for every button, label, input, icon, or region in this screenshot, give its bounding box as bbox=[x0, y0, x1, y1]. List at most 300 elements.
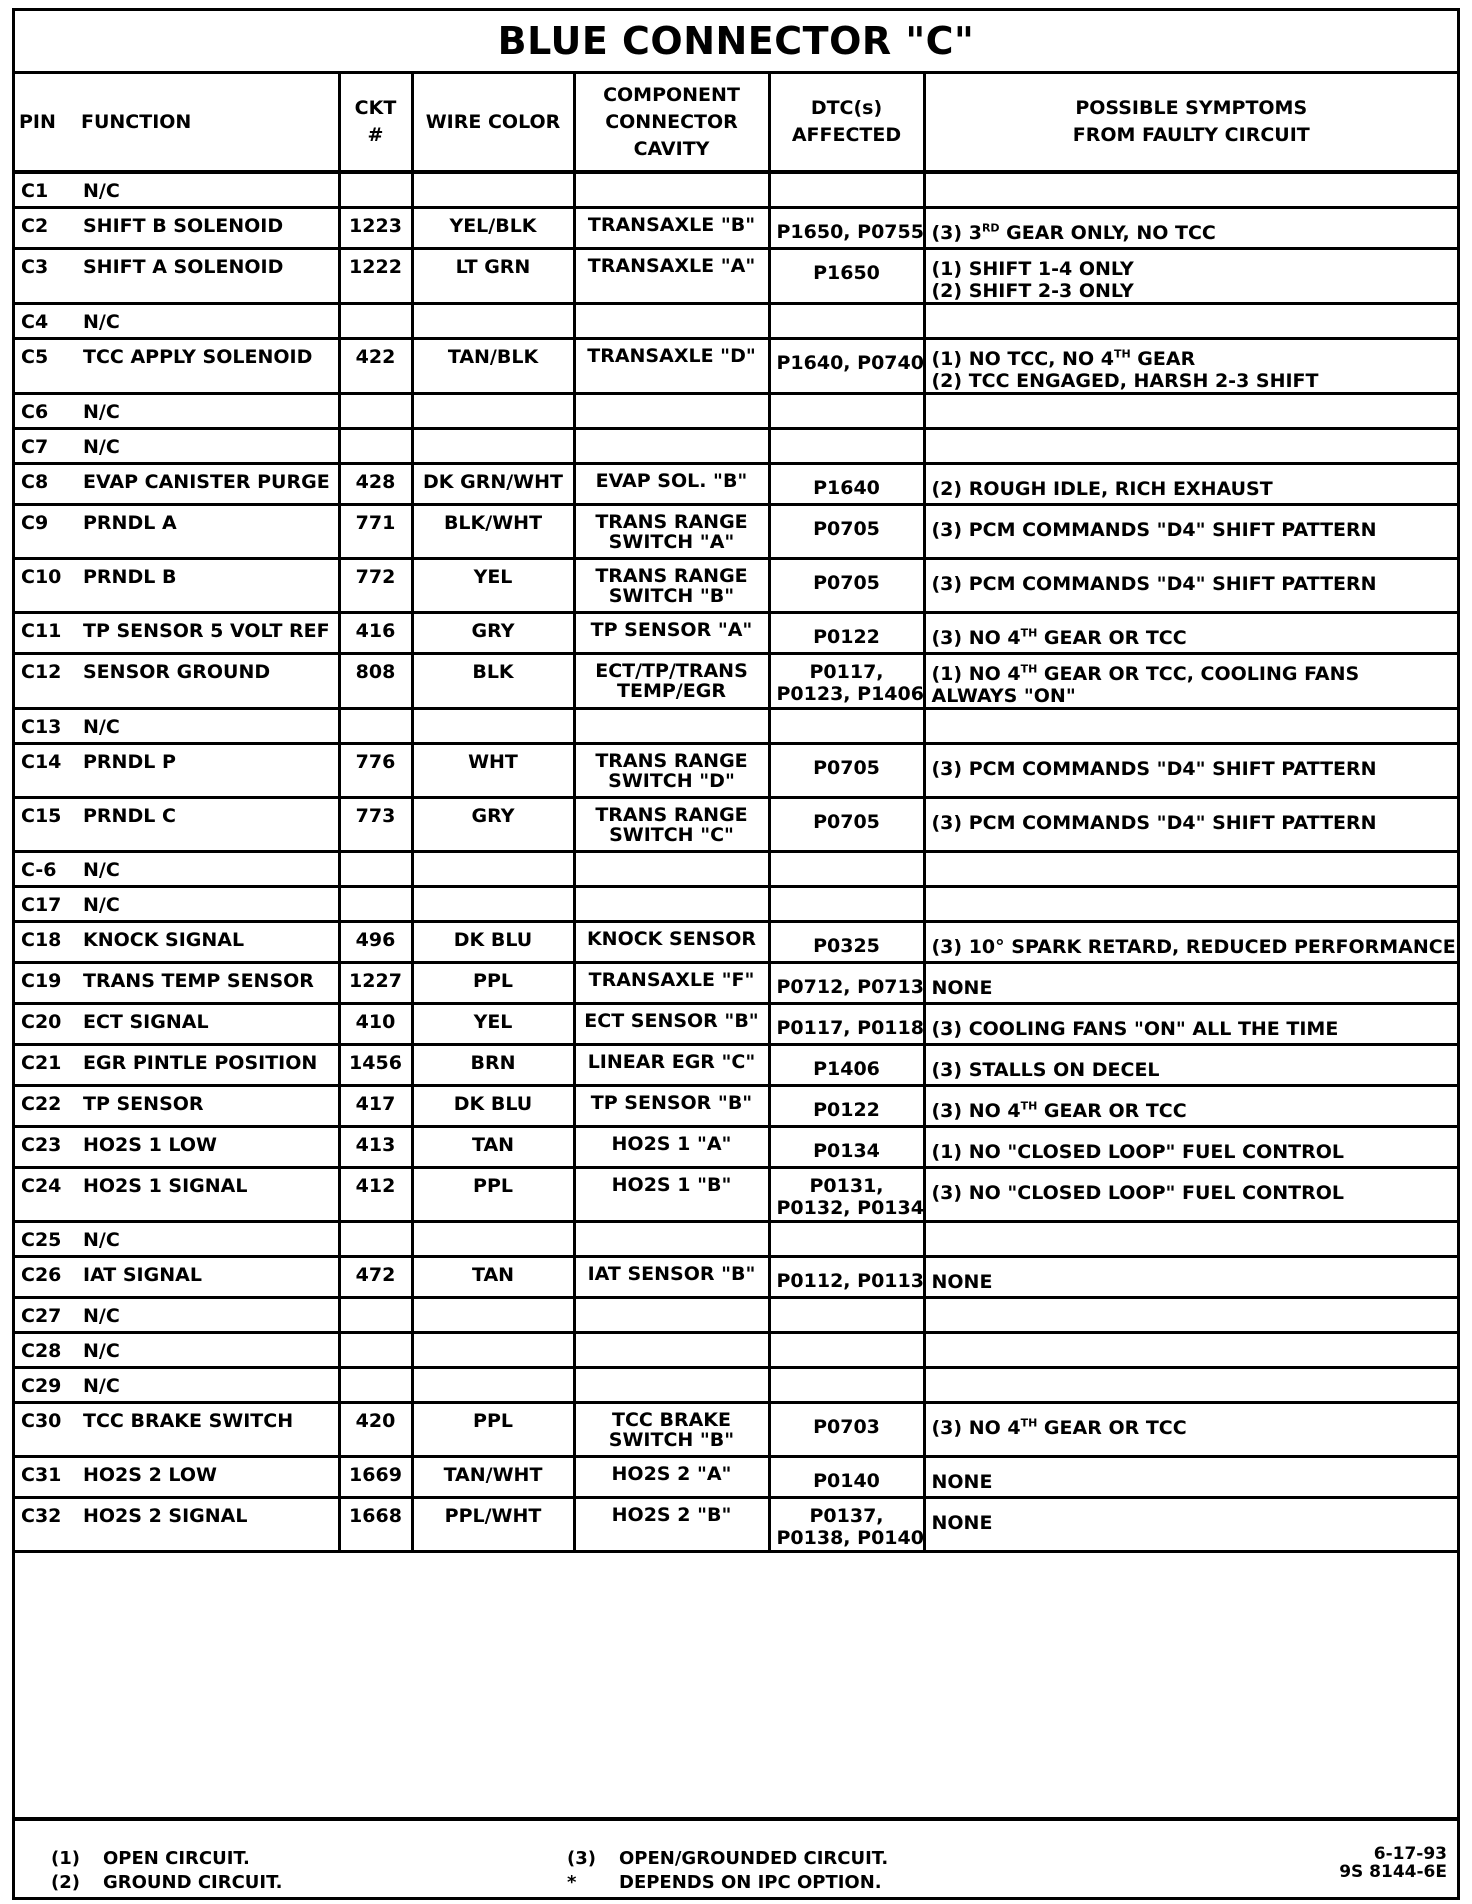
ckt-cell bbox=[339, 393, 412, 428]
dtc-cell bbox=[769, 558, 924, 612]
pin-label: C28 bbox=[21, 1339, 62, 1362]
page-title: BLUE CONNECTOR "C" bbox=[15, 11, 1457, 74]
wire-color-cell: PPL bbox=[412, 1167, 574, 1221]
symptom-cell bbox=[924, 1367, 1457, 1402]
pin-label: C12 bbox=[21, 660, 62, 683]
ckt-cell: 416 bbox=[339, 612, 412, 653]
pin-label: C17 bbox=[21, 893, 62, 916]
pin-label: C27 bbox=[21, 1304, 62, 1327]
legend-item bbox=[51, 1847, 283, 1871]
wire-color-cell: YEL/BLK bbox=[412, 207, 574, 248]
symptom-cell bbox=[924, 653, 1457, 708]
dtc-cell bbox=[769, 303, 924, 338]
pin-label: C1 bbox=[21, 180, 49, 202]
pin-label: C6 bbox=[21, 400, 49, 423]
legend-right bbox=[567, 1847, 888, 1895]
component-cell bbox=[574, 428, 769, 463]
symptom-cell bbox=[924, 558, 1457, 612]
table-row bbox=[15, 1167, 1457, 1221]
dtc-line: P0112, P0113 bbox=[776, 1269, 924, 1292]
table-row bbox=[15, 921, 1457, 962]
function-label: N/C bbox=[83, 435, 120, 458]
pin-label: C7 bbox=[21, 435, 49, 458]
symptom-cell bbox=[924, 248, 1457, 303]
component-line: TP SENSOR "A" bbox=[590, 618, 753, 641]
pin-function-cell bbox=[15, 393, 339, 428]
ckt-cell: 771 bbox=[339, 504, 412, 558]
component-line: KNOCK SENSOR bbox=[586, 927, 757, 950]
component-cell bbox=[574, 612, 769, 653]
symptom-line: (3) PCM COMMANDS "D4" SHIFT PATTERN bbox=[931, 572, 1377, 595]
wire-color-cell: PPL bbox=[412, 1402, 574, 1456]
table-row bbox=[15, 743, 1457, 797]
dtc-cell bbox=[769, 1332, 924, 1367]
component-cell bbox=[574, 1297, 769, 1332]
pin-function-cell bbox=[15, 1044, 339, 1085]
pin-function-cell bbox=[15, 303, 339, 338]
pin-label: C15 bbox=[21, 804, 62, 827]
ckt-cell: 422 bbox=[339, 338, 412, 393]
dtc-line: P1650 bbox=[813, 261, 880, 284]
wire-color-cell: YEL bbox=[412, 558, 574, 612]
function-label: SENSOR GROUND bbox=[83, 660, 271, 683]
ckt-cell: 1227 bbox=[339, 962, 412, 1003]
component-line: TRANSAXLE "B" bbox=[587, 213, 756, 236]
pin-function-cell bbox=[15, 428, 339, 463]
wire-color-cell bbox=[412, 1221, 574, 1256]
symptom-cell bbox=[924, 338, 1457, 393]
function-label: TP SENSOR 5 VOLT REF bbox=[83, 619, 330, 642]
component-cell bbox=[574, 1044, 769, 1085]
table-row bbox=[15, 1003, 1457, 1044]
wire-color-cell: GRY bbox=[412, 797, 574, 851]
ckt-cell: 808 bbox=[339, 653, 412, 708]
pin-label: C31 bbox=[21, 1463, 62, 1486]
header-ckt-line: CKT bbox=[354, 97, 397, 119]
ckt-cell bbox=[339, 886, 412, 921]
pin-function-cell bbox=[15, 962, 339, 1003]
wire-color-cell bbox=[412, 1297, 574, 1332]
symptom-line: (2) SHIFT 2-3 ONLY bbox=[931, 279, 1134, 302]
legend-text: DEPENDS ON IPC OPTION. bbox=[619, 1872, 882, 1893]
header-ckt-line: # bbox=[367, 124, 384, 146]
function-label: N/C bbox=[83, 1339, 120, 1362]
symptom-cell bbox=[924, 172, 1457, 207]
wire-color-cell: BLK/WHT bbox=[412, 504, 574, 558]
ckt-cell bbox=[339, 1367, 412, 1402]
stamp-code: 9S 8144-6E bbox=[1339, 1862, 1447, 1882]
dtc-cell bbox=[769, 172, 924, 207]
component-line: TRANS RANGE bbox=[595, 510, 748, 533]
pin-function-cell bbox=[15, 1126, 339, 1167]
wire-color-cell: DK BLU bbox=[412, 1085, 574, 1126]
table-row bbox=[15, 1126, 1457, 1167]
legend-number: (3) bbox=[567, 1848, 596, 1869]
function-label: N/C bbox=[83, 858, 120, 881]
ckt-cell bbox=[339, 303, 412, 338]
component-line: TEMP/EGR bbox=[617, 679, 726, 702]
table-row bbox=[15, 172, 1457, 207]
component-line: SWITCH "A" bbox=[608, 530, 735, 553]
pin-function-cell bbox=[15, 1297, 339, 1332]
pin-label: C14 bbox=[21, 750, 62, 773]
dtc-line: P1640, P0740 bbox=[776, 351, 924, 374]
symptom-line: NONE bbox=[931, 1511, 993, 1534]
function-label: EVAP CANISTER PURGE bbox=[83, 470, 330, 493]
dtc-cell bbox=[769, 1085, 924, 1126]
header-symptoms bbox=[924, 74, 1457, 172]
component-cell bbox=[574, 797, 769, 851]
function-label: TP SENSOR bbox=[83, 1092, 204, 1115]
stamp-date: 6-17-93 bbox=[1373, 1844, 1447, 1864]
wire-color-cell bbox=[412, 303, 574, 338]
component-line: HO2S 1 "A" bbox=[611, 1132, 732, 1155]
component-line: ECT/TP/TRANS bbox=[595, 659, 748, 682]
symptom-line: (3) STALLS ON DECEL bbox=[931, 1058, 1160, 1081]
symptom-cell bbox=[924, 1085, 1457, 1126]
symptom-cell bbox=[924, 886, 1457, 921]
component-cell bbox=[574, 1367, 769, 1402]
symptom-line: (1) SHIFT 1-4 ONLY bbox=[931, 257, 1134, 280]
dtc-cell bbox=[769, 504, 924, 558]
header-pin: PIN bbox=[19, 110, 56, 133]
pin-function-cell bbox=[15, 653, 339, 708]
wire-color-cell: PPL bbox=[412, 962, 574, 1003]
ckt-cell: 496 bbox=[339, 921, 412, 962]
component-line: SWITCH "B" bbox=[608, 1428, 735, 1451]
component-cell bbox=[574, 1402, 769, 1456]
pin-label: C23 bbox=[21, 1133, 62, 1156]
pin-function-cell bbox=[15, 851, 339, 886]
function-label: TCC APPLY SOLENOID bbox=[83, 345, 313, 368]
symptom-cell bbox=[924, 921, 1457, 962]
ckt-cell bbox=[339, 172, 412, 207]
symptom-line: (3) PCM COMMANDS "D4" SHIFT PATTERN bbox=[931, 518, 1377, 541]
wire-color-cell bbox=[412, 172, 574, 207]
table-row bbox=[15, 962, 1457, 1003]
pin-function-cell bbox=[15, 1003, 339, 1044]
symptom-cell bbox=[924, 612, 1457, 653]
pin-label: C20 bbox=[21, 1010, 62, 1033]
symptom-line: (1) NO 4TH GEAR OR TCC, COOLING FANS bbox=[931, 662, 1360, 685]
pin-label: C29 bbox=[21, 1374, 62, 1397]
symptom-line: NONE bbox=[931, 1470, 993, 1493]
symptom-cell bbox=[924, 393, 1457, 428]
symptom-line: (3) NO "CLOSED LOOP" FUEL CONTROL bbox=[931, 1181, 1344, 1204]
symptom-cell bbox=[924, 1332, 1457, 1367]
dtc-cell bbox=[769, 463, 924, 504]
header-ckt bbox=[339, 74, 412, 172]
wire-color-cell: WHT bbox=[412, 743, 574, 797]
legend-number: * bbox=[567, 1872, 577, 1893]
dtc-cell bbox=[769, 962, 924, 1003]
header-pin-function bbox=[15, 74, 339, 172]
wire-color-cell: TAN/BLK bbox=[412, 338, 574, 393]
table-row bbox=[15, 886, 1457, 921]
pin-function-cell bbox=[15, 708, 339, 743]
wire-color-cell: TAN/WHT bbox=[412, 1456, 574, 1497]
pin-label: C2 bbox=[21, 214, 49, 237]
component-line: TCC BRAKE bbox=[612, 1408, 731, 1431]
dtc-line: P0122 bbox=[813, 1098, 880, 1121]
ckt-cell: 413 bbox=[339, 1126, 412, 1167]
header-wire-color: WIRE COLOR bbox=[412, 74, 574, 172]
table-row bbox=[15, 708, 1457, 743]
symptom-cell bbox=[924, 207, 1457, 248]
symptom-line: (2) TCC ENGAGED, HARSH 2-3 SHIFT bbox=[931, 369, 1319, 392]
dtc-line: P0132, P0134 bbox=[776, 1196, 924, 1219]
dtc-line: P0131, bbox=[809, 1174, 884, 1197]
component-cell bbox=[574, 303, 769, 338]
component-cell bbox=[574, 1256, 769, 1297]
symptom-cell bbox=[924, 1256, 1457, 1297]
dtc-cell bbox=[769, 1256, 924, 1297]
symptom-cell bbox=[924, 1003, 1457, 1044]
header-component-line: CONNECTOR bbox=[605, 110, 738, 133]
pin-label: C10 bbox=[21, 565, 62, 588]
wire-color-cell: LT GRN bbox=[412, 248, 574, 303]
dtc-cell bbox=[769, 612, 924, 653]
table-row bbox=[15, 1456, 1457, 1497]
wire-color-cell: TAN bbox=[412, 1126, 574, 1167]
table-row bbox=[15, 463, 1457, 504]
dtc-cell bbox=[769, 851, 924, 886]
pin-label: C13 bbox=[21, 715, 62, 738]
function-label: PRNDL C bbox=[83, 804, 176, 827]
pin-function-cell bbox=[15, 921, 339, 962]
ckt-cell: 410 bbox=[339, 1003, 412, 1044]
pin-function-cell bbox=[15, 886, 339, 921]
table-row bbox=[15, 248, 1457, 303]
pin-label: C9 bbox=[21, 511, 49, 534]
dtc-line: P0134 bbox=[813, 1139, 880, 1162]
component-cell bbox=[574, 558, 769, 612]
dtc-cell bbox=[769, 708, 924, 743]
header-function: FUNCTION bbox=[81, 110, 192, 133]
dtc-cell bbox=[769, 338, 924, 393]
dtc-line: P0117, bbox=[809, 660, 884, 683]
function-label: TCC BRAKE SWITCH bbox=[83, 1409, 294, 1432]
legend-number: (2) bbox=[51, 1872, 80, 1893]
function-label: HO2S 2 SIGNAL bbox=[83, 1504, 248, 1527]
pin-function-cell bbox=[15, 463, 339, 504]
pin-function-cell bbox=[15, 743, 339, 797]
ckt-cell: 472 bbox=[339, 1256, 412, 1297]
pin-label: C25 bbox=[21, 1228, 62, 1251]
symptom-line: (3) 10° SPARK RETARD, REDUCED PERFORMANCE bbox=[931, 935, 1456, 958]
function-label: N/C bbox=[83, 893, 120, 916]
symptom-cell bbox=[924, 1221, 1457, 1256]
symptom-line: ALWAYS "ON" bbox=[931, 684, 1076, 707]
table-row bbox=[15, 558, 1457, 612]
dtc-line: P0122 bbox=[813, 625, 880, 648]
dtc-line: P0703 bbox=[813, 1415, 880, 1438]
ckt-cell: 1222 bbox=[339, 248, 412, 303]
wire-color-cell bbox=[412, 393, 574, 428]
component-line: SWITCH "B" bbox=[608, 584, 735, 607]
dtc-cell bbox=[769, 207, 924, 248]
pin-label: C-6 bbox=[21, 858, 57, 881]
dtc-line: P0140 bbox=[813, 1469, 880, 1492]
header-component-line: CAVITY bbox=[633, 137, 710, 160]
wire-color-cell: DK BLU bbox=[412, 921, 574, 962]
pin-function-cell bbox=[15, 558, 339, 612]
legend-item bbox=[51, 1871, 283, 1895]
component-cell bbox=[574, 1126, 769, 1167]
dtc-line: P0712, P0713 bbox=[776, 975, 924, 998]
pin-function-cell bbox=[15, 1456, 339, 1497]
dtc-cell bbox=[769, 428, 924, 463]
dtc-line: P0705 bbox=[813, 810, 880, 833]
symptom-cell bbox=[924, 1167, 1457, 1221]
pin-label: C11 bbox=[21, 619, 62, 642]
function-label: TRANS TEMP SENSOR bbox=[83, 969, 314, 992]
function-label: IAT SIGNAL bbox=[83, 1263, 202, 1286]
component-cell bbox=[574, 207, 769, 248]
symptom-line: (1) NO "CLOSED LOOP" FUEL CONTROL bbox=[931, 1140, 1344, 1163]
symptom-cell bbox=[924, 1456, 1457, 1497]
dtc-cell bbox=[769, 1126, 924, 1167]
wire-color-cell bbox=[412, 1367, 574, 1402]
pin-label: C18 bbox=[21, 928, 62, 951]
dtc-cell bbox=[769, 1003, 924, 1044]
dtc-cell bbox=[769, 1402, 924, 1456]
pin-label: C4 bbox=[21, 310, 49, 333]
pin-label: C8 bbox=[21, 470, 49, 493]
component-line: SWITCH "C" bbox=[609, 823, 734, 846]
ckt-cell: 420 bbox=[339, 1402, 412, 1456]
dtc-line: P0325 bbox=[813, 934, 880, 957]
table-row bbox=[15, 612, 1457, 653]
symptom-cell bbox=[924, 428, 1457, 463]
pin-label: C5 bbox=[21, 345, 49, 368]
pin-function-cell bbox=[15, 797, 339, 851]
component-cell bbox=[574, 338, 769, 393]
dtc-line: P0705 bbox=[813, 756, 880, 779]
pin-function-cell bbox=[15, 338, 339, 393]
dtc-line: P1406 bbox=[813, 1057, 880, 1080]
wire-color-cell bbox=[412, 1332, 574, 1367]
symptom-cell bbox=[924, 1044, 1457, 1085]
connector-sheet bbox=[12, 8, 1460, 1900]
component-line: TRANSAXLE "F" bbox=[588, 968, 755, 991]
component-cell bbox=[574, 1497, 769, 1551]
symptom-line: (3) NO 4TH GEAR OR TCC bbox=[931, 1099, 1187, 1122]
pin-function-cell bbox=[15, 207, 339, 248]
symptom-cell bbox=[924, 303, 1457, 338]
component-line: TRANS RANGE bbox=[595, 749, 748, 772]
pin-label: C19 bbox=[21, 969, 62, 992]
dtc-line: P0705 bbox=[813, 517, 880, 540]
symptom-line: (2) ROUGH IDLE, RICH EXHAUST bbox=[931, 477, 1273, 500]
dtc-cell bbox=[769, 1297, 924, 1332]
function-label: N/C bbox=[83, 1228, 120, 1251]
symptom-line: (3) NO 4TH GEAR OR TCC bbox=[931, 1416, 1187, 1439]
component-line: HO2S 2 "B" bbox=[611, 1503, 732, 1526]
pin-label: C21 bbox=[21, 1051, 62, 1074]
wire-color-cell bbox=[412, 428, 574, 463]
dtc-cell bbox=[769, 1167, 924, 1221]
component-line: ECT SENSOR "B" bbox=[584, 1009, 759, 1032]
symptom-cell bbox=[924, 851, 1457, 886]
symptom-cell bbox=[924, 797, 1457, 851]
ckt-cell: 772 bbox=[339, 558, 412, 612]
legend-item bbox=[567, 1847, 888, 1871]
table-row bbox=[15, 1367, 1457, 1402]
symptom-line: NONE bbox=[931, 976, 993, 999]
dtc-line: P0123, P1406 bbox=[776, 682, 924, 705]
ckt-cell: 1223 bbox=[339, 207, 412, 248]
legend-number: (1) bbox=[51, 1848, 80, 1869]
ckt-cell: 1669 bbox=[339, 1456, 412, 1497]
dtc-cell bbox=[769, 886, 924, 921]
dtc-cell bbox=[769, 248, 924, 303]
symptom-line: (3) PCM COMMANDS "D4" SHIFT PATTERN bbox=[931, 757, 1377, 780]
component-cell bbox=[574, 1332, 769, 1367]
component-cell bbox=[574, 962, 769, 1003]
pin-function-cell bbox=[15, 172, 339, 207]
table-row bbox=[15, 653, 1457, 708]
table-row bbox=[15, 797, 1457, 851]
ckt-cell bbox=[339, 1221, 412, 1256]
dtc-cell bbox=[769, 1044, 924, 1085]
symptom-cell bbox=[924, 962, 1457, 1003]
ckt-cell bbox=[339, 428, 412, 463]
wire-color-cell: BRN bbox=[412, 1044, 574, 1085]
table-row bbox=[15, 1497, 1457, 1551]
function-label: SHIFT B SOLENOID bbox=[83, 214, 284, 237]
table-row bbox=[15, 851, 1457, 886]
ckt-cell: 428 bbox=[339, 463, 412, 504]
component-cell bbox=[574, 886, 769, 921]
table-row bbox=[15, 338, 1457, 393]
dtc-line: P0138, P0140 bbox=[776, 1526, 924, 1549]
dtc-cell bbox=[769, 1497, 924, 1551]
header-symptoms-line: FROM FAULTY CIRCUIT bbox=[1072, 124, 1310, 146]
component-line: HO2S 1 "B" bbox=[611, 1173, 732, 1196]
pin-label: C30 bbox=[21, 1409, 62, 1432]
pin-function-cell bbox=[15, 1085, 339, 1126]
symptom-cell bbox=[924, 1297, 1457, 1332]
ckt-cell bbox=[339, 851, 412, 886]
pin-function-cell bbox=[15, 1167, 339, 1221]
wire-color-cell: BLK bbox=[412, 653, 574, 708]
ckt-cell: 1668 bbox=[339, 1497, 412, 1551]
function-label: N/C bbox=[83, 1374, 120, 1397]
legend bbox=[15, 1817, 1457, 1897]
function-label: ECT SIGNAL bbox=[83, 1010, 209, 1033]
pin-function-cell bbox=[15, 612, 339, 653]
component-cell bbox=[574, 172, 769, 207]
function-label: KNOCK SIGNAL bbox=[83, 928, 245, 951]
dtc-line: P0137, bbox=[809, 1504, 884, 1527]
dtc-cell bbox=[769, 797, 924, 851]
table-body bbox=[15, 172, 1457, 1551]
wire-color-cell: YEL bbox=[412, 1003, 574, 1044]
table-row bbox=[15, 1256, 1457, 1297]
table-row bbox=[15, 1085, 1457, 1126]
pin-function-cell bbox=[15, 1221, 339, 1256]
table-row bbox=[15, 393, 1457, 428]
component-cell bbox=[574, 463, 769, 504]
dtc-line: P1650, P0755 bbox=[776, 220, 924, 243]
ckt-cell: 773 bbox=[339, 797, 412, 851]
header-dtc bbox=[769, 74, 924, 172]
pin-label: C24 bbox=[21, 1174, 62, 1197]
ckt-cell: 412 bbox=[339, 1167, 412, 1221]
symptom-cell bbox=[924, 743, 1457, 797]
header-row bbox=[15, 74, 1457, 172]
